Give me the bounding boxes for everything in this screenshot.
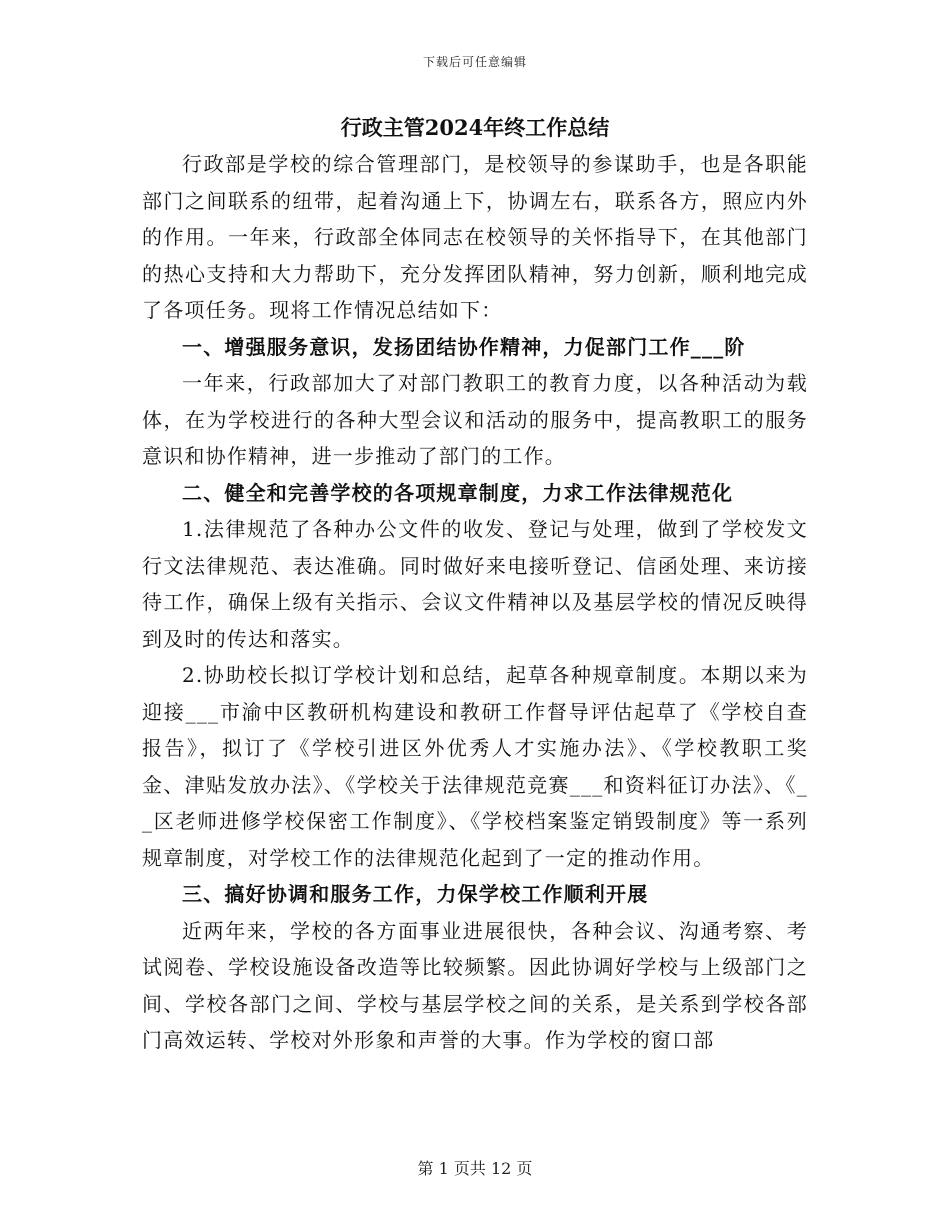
page-footer: 第 1 页共 12 页 xyxy=(417,1159,533,1178)
intro-paragraph: 行政部是学校的综合管理部门，是校领导的参谋助手，也是各职能部门之间联系的纽带，起着沟通上下，协调左右，联系各方，照应内外的作用。一年来，行政部全体同志在校领导的关怀指导下，在其他部门的热心支持和大力帮助下，充分发挥团队精神，努力创新，顺利地完成了各项任务。现将工作情况总结如下： xyxy=(142,152,808,322)
section-heading-2: 二、健全和完善学校的各项规章制度，力求工作法律规范化 xyxy=(182,480,734,505)
section-1-paragraph: 一年来，行政部加大了对部门教职工的教育力度，以各种活动为载体，在为学校进行的各种大型会议和活动的服务中，提高教职工的服务意识和协作精神，进一步推动了部门的工作。 xyxy=(142,371,808,468)
section-heading-1: 一、增强服务意识，发扬团结协作精神，力促部门工作___阶 xyxy=(182,334,746,359)
section-heading-3: 三、搞好协调和服务工作，力保学校工作顺利开展 xyxy=(182,882,649,906)
document-title: 行政主管2024年终工作总结 xyxy=(340,115,610,140)
section-2-item-1: 1.法律规范了各种办公文件的收发、登记与处理，做到了学校发文行文法律规范、表达准确。同时做好来电接听登记、信函处理、来访接待工作，确保上级有关指示、会议文件精神以及基层学校的情况反映得到及时的传达和落实。 xyxy=(142,517,808,651)
document-body xyxy=(142,110,808,1059)
section-3-paragraph: 近两年来，学校的各方面事业进展很快，各种会议、沟通考察、考试阅卷、学校设施设备改造等比较频繁。因此协调好学校与上级部门之间、学校各部门之间、学校与基层学校之间的关系，是关系到学校各部门高效运转、学校对外形象和声誉的大事。作为学校的窗口部 xyxy=(142,918,808,1052)
section-2-item-2: 2.协助校长拟订学校计划和总结，起草各种规章制度。本期以来为迎接___市渝中区教研机构建设和教研工作督导评估起草了《学校自查报告》，拟订了《学校引进区外优秀人才实施办法》、《学校教职工奖金、津贴发放办法》、《学校关于法律规范竞赛___和资料征订办法》、《__区老师进修学校保密工作制度》、《学校档案鉴定销毁制度》等一系列规章制度，对学校工作的法律规范化起到了一定的推动作用。 xyxy=(142,663,808,870)
header-note: 下载后可任意编辑 xyxy=(422,55,527,69)
